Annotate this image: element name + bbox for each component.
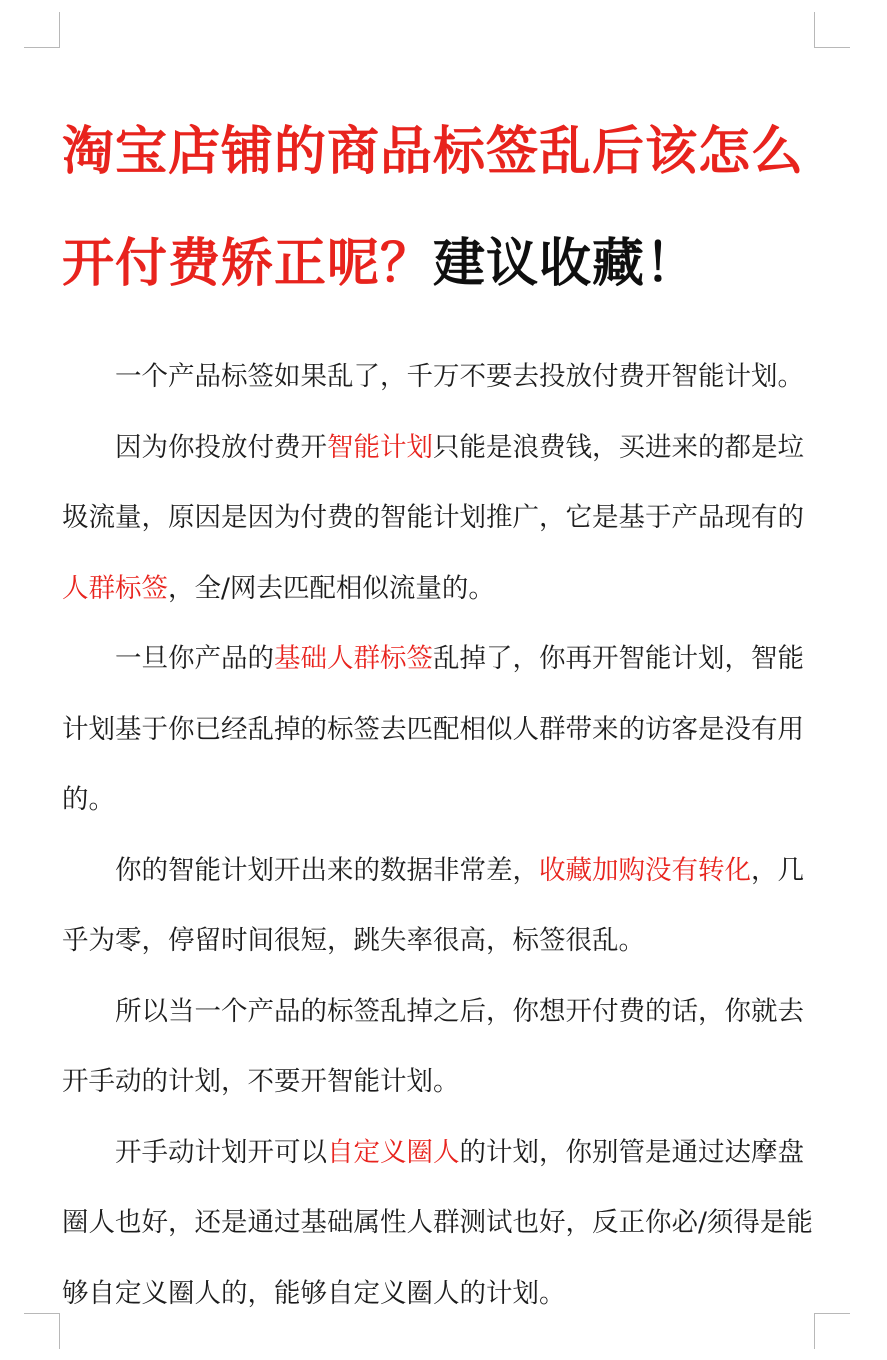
document-title	[62, 96, 832, 320]
paragraph-text: ，几乎为零，停留时间很短，跳失率很高，标签很乱。	[62, 854, 804, 956]
paragraph-text: 一旦你产品的	[115, 643, 274, 674]
paragraph-5	[62, 977, 822, 1118]
paragraph-2	[62, 413, 822, 625]
highlight-text: 自定义圈人	[327, 1136, 460, 1168]
paragraph-text: 所以当一个产品的标签乱掉之后，你想开付费的话，你就去开手动的计划，不要开智能计划。	[62, 995, 804, 1097]
title-suffix: 建议收藏！	[433, 234, 699, 294]
title-main: 淘宝店铺的商品标签乱后该怎么开付费矫正呢？	[62, 122, 805, 294]
paragraph-3	[62, 624, 822, 836]
paragraph-text: 的计划，你别管是通过达摩盘圈人也好，还是通过基础属性人群测试也好，反正你必/须得是能够自定义圈人的，能够自定义圈人的计划。	[62, 1136, 813, 1309]
paragraph-6	[62, 1118, 822, 1330]
paragraph-4	[62, 836, 822, 977]
paragraph-text: 因为你投放付费开	[115, 431, 327, 463]
highlight-text: 人群标签	[62, 572, 168, 604]
crop-mark-top-right	[814, 12, 850, 48]
crop-mark-top-left	[24, 12, 60, 48]
paragraph-1	[62, 342, 822, 413]
paragraph-text: 乱掉了，你再开智能计划，智能计划基于你已经乱掉的标签去匹配相似人群带来的访客是没有用的。	[62, 643, 804, 815]
paragraph-text: 开手动计划开可以	[115, 1136, 327, 1168]
document-body	[62, 342, 822, 1329]
paragraph-text: 只能是浪费钱，买进来的都是垃圾流量，原因是因为付费的智能计划推广，它是基于产品现有的	[62, 431, 804, 533]
highlight-text: 基础人群标签	[274, 643, 433, 674]
paragraph-text: 你的智能计划开出来的数据非常差，	[115, 854, 539, 886]
highlight-text: 智能计划	[327, 431, 433, 463]
crop-mark-bottom-left	[24, 1313, 60, 1349]
paragraph-text: 一个产品标签如果乱了，千万不要去投放付费开智能计划。	[115, 361, 804, 392]
highlight-text: 收藏加购没有转化	[539, 854, 751, 886]
paragraph-text: ，全/网去匹配相似流量的。	[168, 572, 495, 604]
